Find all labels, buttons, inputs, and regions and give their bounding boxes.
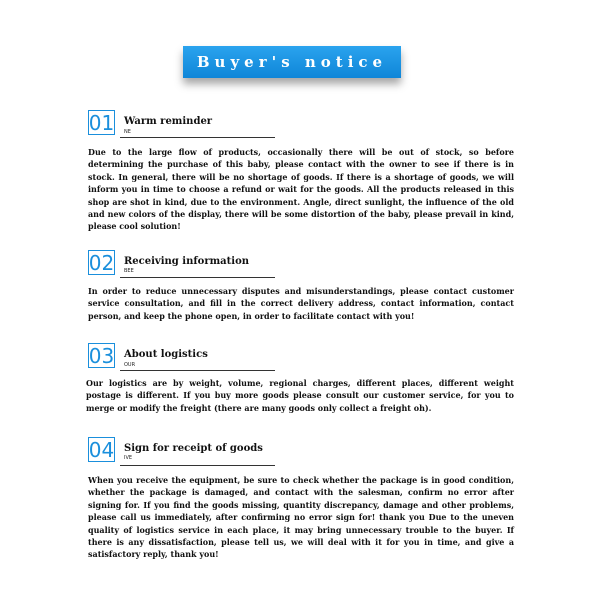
section-number: 04 bbox=[88, 437, 115, 462]
section-divider bbox=[120, 137, 275, 138]
section-subtitle: BEE bbox=[124, 268, 134, 274]
section-title: Receiving information bbox=[124, 256, 250, 267]
section-subtitle: NE bbox=[124, 129, 131, 135]
section-divider bbox=[120, 370, 275, 371]
buyers-notice-banner bbox=[183, 46, 401, 78]
section-title: About logistics bbox=[124, 349, 208, 360]
section-subtitle: IVE bbox=[124, 455, 133, 461]
section-divider bbox=[120, 465, 275, 466]
banner-title: Buyer's notice bbox=[196, 53, 388, 71]
section-subtitle: OUR bbox=[124, 362, 136, 368]
section-number: 03 bbox=[88, 343, 115, 368]
section-number: 02 bbox=[88, 250, 115, 275]
section-body: Our logistics are by weight, volume, regional charges, different places, different weight postage is different. If you buy more goods please consult our customer service, for you to merge or modify the freight (there are many goods only collect a freight oh). bbox=[86, 378, 514, 413]
section-divider bbox=[120, 277, 275, 278]
section-number: 01 bbox=[88, 110, 115, 135]
section-body: Due to the large flow of products, occasionally there will be out of stock, so before determining the purchase of this baby, please contact with the owner to see if there is in stock. In general, there will be no shortage of goods. If there is a shortage of goods, we will inform you in time to choose a refund or wait for the goods. All the products released in this shop are shot in kind, due to the environment. Angle, direct sunlight, the influence of the old and new colors of the display, there will be some distortion of the baby, please prevail in kind, please cool solution! bbox=[88, 147, 514, 232]
section-title: Sign for receipt of goods bbox=[124, 443, 263, 454]
section-body: In order to reduce unnecessary disputes and misunderstandings, please contact customer service consultation, and fill in the correct delivery address, contact information, contact person, and keep the phone open, in order to facilitate contact with you! bbox=[88, 286, 514, 321]
section-title: Warm reminder bbox=[124, 116, 213, 127]
section-body: When you receive the equipment, be sure to check whether the package is in good condition, whether the package is damaged, and contact with the salesman, confirm no error after signing for. If you find the goods missing, quantity discrepancy, damage and other problems, please call us immediately, after confirming no error sign for! thank you Due to the uneven quality of logistics service in each place, it may bring unnecessary trouble to the buyer. If there is any dissatisfaction, please tell us, we will deal with it for you in time, and give a satisfactory reply, thank you! bbox=[88, 475, 514, 560]
